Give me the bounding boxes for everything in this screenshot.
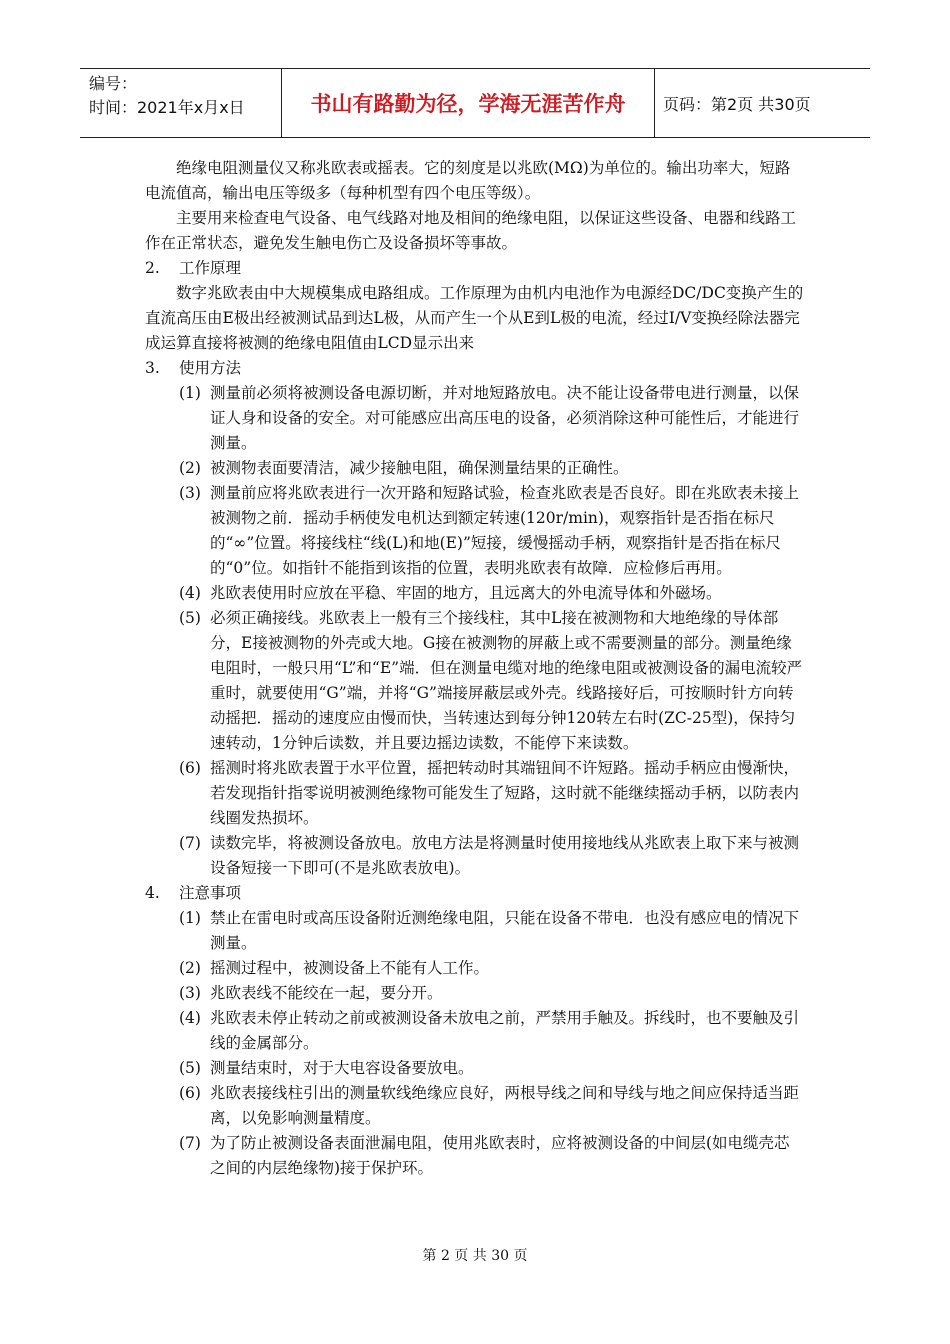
item-text: 兆欧表未停止转动之前或被测设备未放电之前，严禁用手触及。拆线时，也不要触及引线的金属部分。 (210, 1009, 800, 1052)
list-item (145, 381, 805, 456)
item-number: (2) (179, 959, 201, 977)
document-body (145, 156, 805, 1181)
item-number: (3) (179, 484, 201, 502)
item-text: 兆欧表接线柱引出的测量软线绝缘应良好，两根导线之间和导线与地之间应保持适当距离，以免影响测量精度。 (210, 1084, 800, 1127)
list-item (145, 456, 805, 481)
section-title: 注意事项 (179, 884, 242, 902)
page-footer: 第 2 页 共 30 页 (422, 1248, 528, 1264)
list-item (145, 1006, 805, 1056)
intro-paragraph-2: 主要用来检查电气设备、电气线路对地及相间的绝缘电阻，以保证这些设备、电器和线路工作在正常状态，避免发生触电伤亡及设备损坏等事故。 (145, 209, 797, 252)
item-number: (6) (179, 1084, 201, 1102)
header-page-info: 页码：第2页 共30页 (663, 94, 811, 114)
item-text: 测量前应将兆欧表进行一次开路和短路试验，检查兆欧表是否良好。即在兆欧表未接上被测物之前．摇动手柄使发电机达到额定转速(120r/min)，观察指针是否指在标尺的“∞”位置。将接线柱“线(L)和地(E)”短接，缓慢摇动手柄，观察指针是否指在标尺的“0”位。如指针不能指到该指的位置，表明兆欧表有故障．应检修后再用。 (210, 484, 800, 577)
list-item (145, 956, 805, 981)
section-title: 工作原理 (179, 259, 242, 277)
item-text: 读数完毕，将被测设备放电。放电方法是将测量时使用接地线从兆欧表上取下来与被测设备短接一下即可(不是兆欧表放电)。 (210, 834, 800, 877)
item-number: (3) (179, 984, 201, 1002)
section-4-list (145, 906, 805, 1181)
list-item (145, 1131, 805, 1181)
list-item (145, 581, 805, 606)
page-header (80, 68, 870, 138)
item-number: (1) (179, 909, 201, 927)
section-2-body: 数字兆欧表由中大规模集成电路组成。工作原理为由机内电池作为电源经DC/DC变换产生的直流高压由E极出经被测试品到达L极，从而产生一个从E到L极的电流，经过I/V变换经除法器完成运算直接将被测的绝缘电阻值由LCD显示出来 (145, 284, 804, 352)
item-number: (6) (179, 759, 201, 777)
section-3-list (145, 381, 805, 881)
item-text: 摇测过程中，被测设备上不能有人工作。 (210, 959, 490, 977)
item-text: 被测物表面要清洁，减少接触电阻，确保测量结果的正确性。 (210, 459, 629, 477)
list-item (145, 1081, 805, 1131)
date-line: 时间：2021年x月x日 (89, 98, 245, 117)
section-number: 3. (145, 359, 160, 377)
item-number: (1) (179, 384, 201, 402)
number-label: 编号： (89, 74, 138, 93)
section-title: 使用方法 (179, 359, 242, 377)
section-4-heading (145, 881, 805, 906)
header-motto: 书山有路勤为径，学海无涯苦作舟 (282, 69, 655, 137)
item-text: 必须正确接线。兆欧表上一般有三个接线柱，其中L接在被测物和大地绝缘的导体部分，E接被测物的外壳或大地。G接在被测物的屏蔽上或不需要测量的部分。测量绝缘电阻时，一般只用“L”和“E”端．但在测量电缆对地的绝缘电阻或被测设备的漏电流较严重时，就要使用“G”端，并将“G”端接屏蔽层或外壳。线路接好后，可按顺时针方向转动摇把．摇动的速度应由慢而快，当转速达到每分钟120转左右时(ZC-25型)，保持匀速转动，1分钟后读数，并且要边摇边读数，不能停下来读数。 (210, 609, 803, 752)
section-number: 2. (145, 259, 160, 277)
list-item (145, 1056, 805, 1081)
section-number: 4. (145, 884, 160, 902)
item-number: (7) (179, 834, 201, 852)
item-number: (2) (179, 459, 201, 477)
header-meta (80, 69, 282, 137)
item-text: 为了防止被测设备表面泄漏电阻，使用兆欧表时，应将被测设备的中间层(如电缆壳芯之间的内层绝缘物)接于保护环。 (210, 1134, 790, 1177)
list-item (145, 831, 805, 881)
item-text: 测量前必须将被测设备电源切断，并对地短路放电。决不能让设备带电进行测量，以保证人身和设备的安全。对可能感应出高压电的设备，必须消除这种可能性后，才能进行测量。 (210, 384, 800, 452)
section-2-heading (145, 256, 805, 281)
item-text: 测量结束时，对于大电容设备要放电。 (210, 1059, 474, 1077)
item-number: (5) (179, 609, 201, 627)
list-item (145, 906, 805, 956)
item-text: 兆欧表使用时应放在平稳、牢固的地方，且远离大的外电流导体和外磁场。 (210, 584, 722, 602)
item-text: 禁止在雷电时或高压设备附近测绝缘电阻，只能在设备不带电．也没有感应电的情况下测量。 (210, 909, 800, 952)
intro-paragraph-1: 绝缘电阻测量仪又称兆欧表或摇表。它的刻度是以兆欧(MΩ)为单位的。输出功率大，短路电流值高，输出电压等级多（每种机型有四个电压等级）。 (145, 159, 791, 202)
item-text: 摇测时将兆欧表置于水平位置，摇把转动时其端钮间不许短路。摇动手柄应由慢渐快，若发现指针指零说明被测绝缘物可能发生了短路，这时就不能继续摇动手柄，以防表内线圈发热损坏。 (210, 759, 800, 827)
section-3-heading (145, 356, 805, 381)
list-item (145, 606, 805, 756)
item-number: (7) (179, 1134, 201, 1152)
list-item (145, 981, 805, 1006)
list-item (145, 756, 805, 831)
item-number: (4) (179, 1009, 201, 1027)
list-item (145, 481, 805, 581)
item-text: 兆欧表线不能绞在一起，要分开。 (210, 984, 443, 1002)
item-number: (4) (179, 584, 201, 602)
item-number: (5) (179, 1059, 201, 1077)
